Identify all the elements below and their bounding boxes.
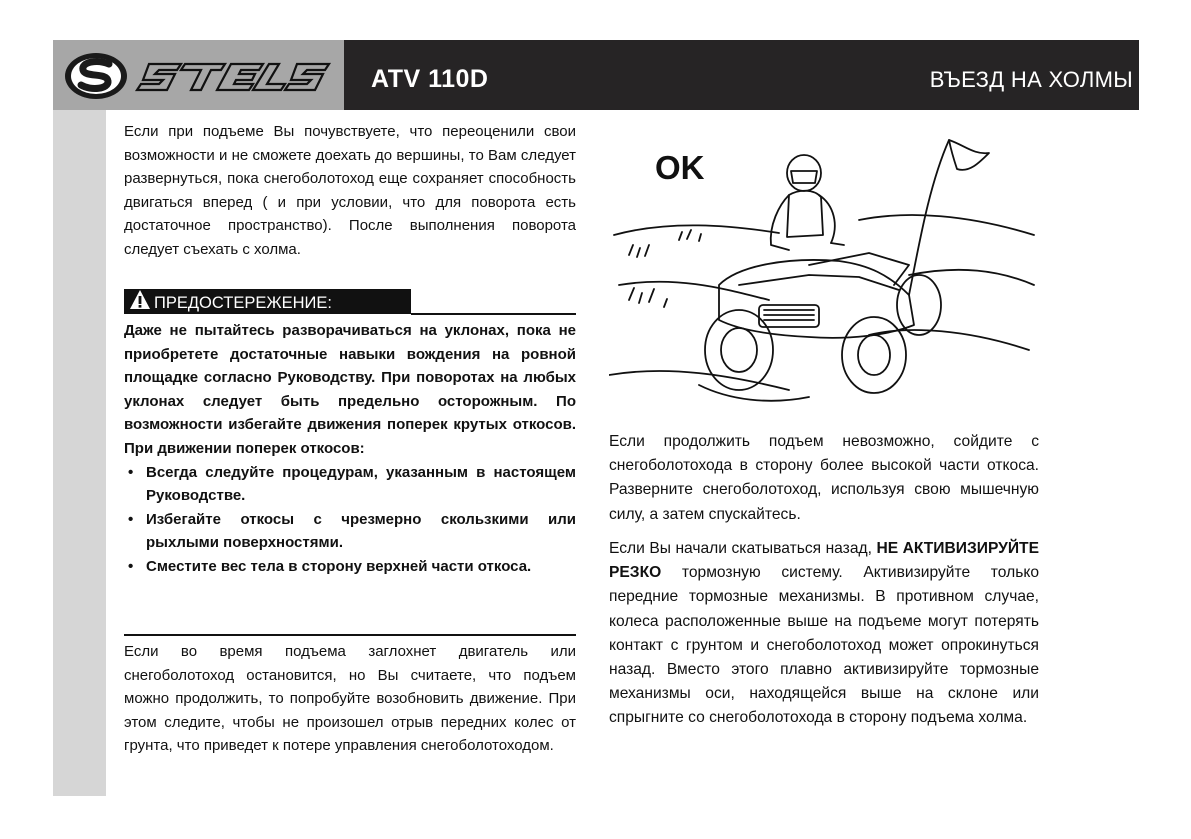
ok-label: OK <box>655 149 705 186</box>
warning-block <box>124 319 576 579</box>
right-paragraph-1 <box>609 430 1039 527</box>
warning-bullets <box>124 461 576 579</box>
model-title: ATV 110D <box>371 65 489 93</box>
bullet-item: • Избегайте откосы с чрезмерно скользкими или рыхлыми поверхностями. <box>124 508 576 555</box>
right-paragraph-2 <box>609 537 1039 731</box>
right-text-2-bold: НЕ АКТИВИЗИРУЙТЕ РЕЗКО <box>609 540 1039 582</box>
right-text-2-start: Если Вы начали скатываться назад, <box>609 540 872 557</box>
brand-logo-box <box>53 40 344 110</box>
warning-text: Даже не пытайтесь разворачиваться на уклонах, пока не приобретете достаточные навыки вождения на ровной площадке согласно Руководству. При поворотах на любых уклонах следует быть предельно осторожным. По возможности избегайте движения поперек крутых откосов. При движении поперек откосов: <box>124 322 576 457</box>
intro-text: Если при подъеме Вы почувствуете, что переоценили свои возможности и не сможете доехать до вершины, то Вам следует развернуться, пока снегоболотоход еще сохраняет способность двигаться вперед ( и при условии, что для поворота есть достаточное пространство). После выполнения поворота следует съехать с холма. <box>124 123 576 258</box>
after-text: Если во время подъема заглохнет двигатель или снегоболотоход остановится, но Вы считаете, что подъем можно продолжить, то попробуйте возобновить движение. При этом следите, чтобы не произошел отрыв передних колес от грунта, что приведет к потере управления снегоболотоходом. <box>124 643 576 755</box>
warning-icon <box>129 289 151 311</box>
bullet-item: • Всегда следуйте процедурам, указанным в настоящем Руководстве. <box>124 461 576 508</box>
right-text-2 <box>609 537 1039 731</box>
warning-title: ПРЕДОСТЕРЕЖЕНИЕ: <box>154 294 332 312</box>
bullet-item: • Сместите вес тела в сторону верхней части откоса. <box>124 555 576 579</box>
right-text-2-end: тормозную систему. Активизируйте только передние тормозные механизмы. В противном случае, колеса расположенные выше на подъеме могут потерять контакт с грунтом и снегоболотоход может опрокинуться назад. Вместо этого плавно активизируйте тормозные механизмы оси, находящейся выше на склоне или спрыгните со снегоболотохода в сторону подъема холма. <box>609 564 1039 727</box>
stels-logo <box>53 40 344 110</box>
right-text-1: Если продолжить подъем невозможно, сойдите с снегоболотохода в сторону более высокой части откоса. Разверните снегоболотоход, используя свою мышечную силу, а затем спускайтесь. <box>609 433 1039 523</box>
intro-paragraph <box>124 120 576 262</box>
section-title: ВЪЕЗД НА ХОЛМЫ <box>929 67 1133 92</box>
left-margin-strip <box>53 110 106 796</box>
warning-heading <box>124 289 411 314</box>
after-paragraph <box>124 640 576 758</box>
warning-rule-bottom <box>124 634 576 636</box>
warning-rule-top <box>411 313 576 315</box>
